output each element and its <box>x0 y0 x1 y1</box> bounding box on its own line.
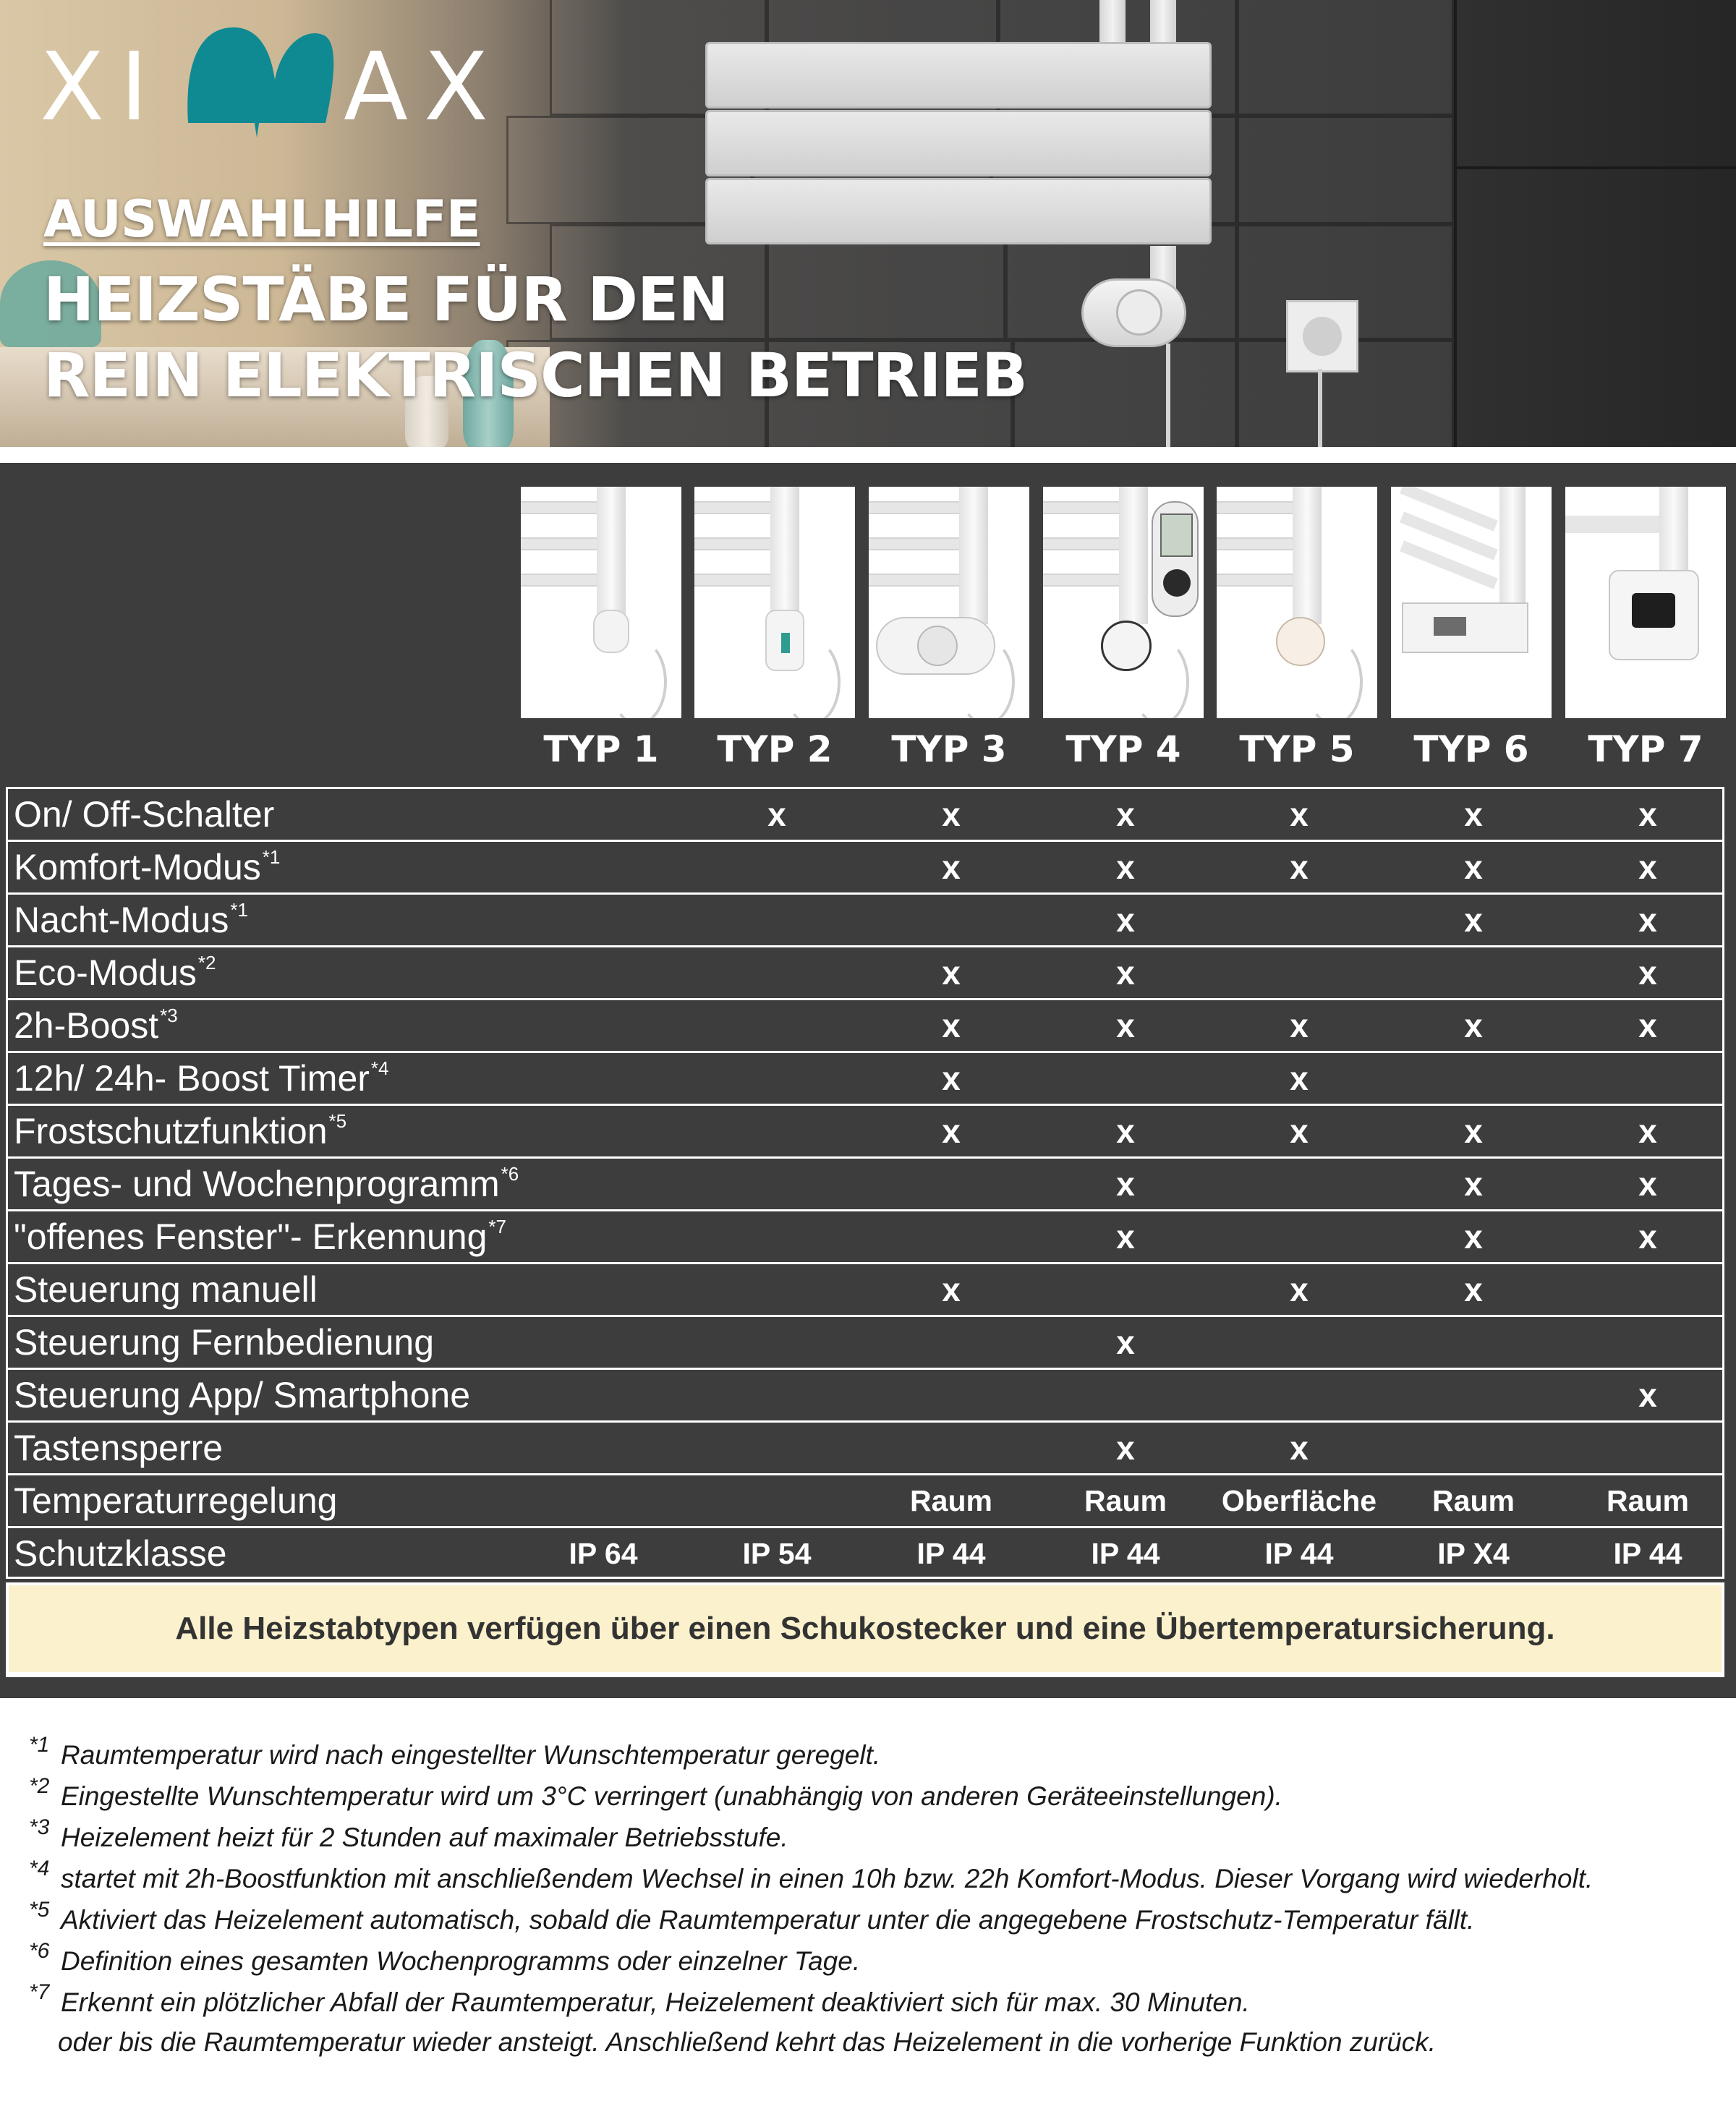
feature-check: x <box>1638 848 1657 886</box>
feature-check: x <box>1464 1218 1483 1256</box>
radiator-bar <box>705 42 1212 108</box>
type-label: TYP 4 <box>1065 728 1181 770</box>
footnote-mark: *1 <box>29 1733 50 1757</box>
table-row <box>6 998 1724 1051</box>
feature-table <box>6 787 1724 1579</box>
feature-check: x <box>1116 1165 1135 1203</box>
notice-text: Alle Heizstabtypen verfügen über einen Schukostecker und eine Übertemperatursicherung. <box>175 1611 1555 1646</box>
feature-label <box>14 789 274 840</box>
feature-label-text: Tastensperre <box>14 1428 224 1468</box>
feature-check: x <box>1638 1376 1657 1414</box>
feature-check: x <box>1464 1112 1483 1150</box>
feature-check: x <box>1116 901 1135 939</box>
table-row <box>6 1368 1724 1420</box>
feature-check: x <box>942 954 961 992</box>
svg-text:XI: XI <box>40 32 164 142</box>
notice-banner <box>6 1582 1724 1675</box>
feature-check: x <box>942 1007 961 1044</box>
product-image-typ-3 <box>869 487 1029 718</box>
footnote <box>29 1898 1722 1945</box>
radiator-bar <box>705 178 1212 244</box>
feature-check: x <box>1116 1324 1135 1361</box>
footnote-mark: *4 <box>29 1857 50 1880</box>
feature-check: x <box>942 1060 961 1097</box>
footnote-marker: *4 <box>370 1057 389 1079</box>
radiator-bar <box>705 110 1212 176</box>
table-row <box>6 892 1724 945</box>
feature-check: x <box>1290 1007 1309 1044</box>
table-row <box>6 1051 1724 1104</box>
feature-value: IP 44 <box>1264 1537 1334 1570</box>
feature-label-text: Temperaturregelung <box>14 1480 338 1521</box>
footnote-marker: *3 <box>160 1005 178 1026</box>
feature-value: IP 44 <box>1091 1537 1160 1570</box>
feature-label <box>14 1317 434 1368</box>
feature-label <box>14 842 280 892</box>
feature-label <box>14 895 248 945</box>
product-image-typ-2 <box>694 487 855 718</box>
footnote-mark: *3 <box>29 1815 50 1839</box>
table-row <box>6 1315 1724 1368</box>
hero-banner <box>0 0 1736 447</box>
feature-label-text: 12h/ 24h- Boost Timer <box>14 1058 370 1099</box>
feature-label <box>14 1264 318 1315</box>
heating-element-knob <box>1081 278 1186 347</box>
footnote-mark: *5 <box>29 1898 50 1922</box>
type-label: TYP 2 <box>717 728 833 770</box>
feature-label-text: Steuerung manuell <box>14 1269 318 1310</box>
feature-check: x <box>942 848 961 886</box>
feature-label-text: Frostschutzfunktion <box>14 1111 328 1151</box>
feature-label-text: Nacht-Modus <box>14 900 229 940</box>
footnote-marker: *5 <box>328 1110 347 1132</box>
comparison-panel <box>0 463 1736 1698</box>
feature-check: x <box>1116 848 1135 886</box>
footnote-marker: *6 <box>501 1163 519 1185</box>
footnote-marker: *1 <box>230 899 248 921</box>
footnote-text: Heizelement heizt für 2 Stunden auf maximaler Betriebsstufe. <box>61 1823 788 1852</box>
footnote <box>29 1815 1722 1862</box>
feature-check: x <box>942 1112 961 1150</box>
feature-check: x <box>1290 1271 1309 1308</box>
feature-label-text: Steuerung Fernbedienung <box>14 1322 435 1363</box>
feature-check: x <box>1116 1007 1135 1044</box>
product-image-typ-1 <box>521 487 681 718</box>
feature-check: x <box>1638 1218 1657 1256</box>
feature-value: Raum <box>1607 1484 1689 1517</box>
feature-value: IP X4 <box>1437 1537 1510 1570</box>
feature-check: x <box>1638 901 1657 939</box>
feature-label-text: "offenes Fenster"- Erkennung <box>14 1216 488 1257</box>
table-row <box>6 1104 1724 1156</box>
feature-label-text: Komfort-Modus <box>14 847 261 887</box>
feature-label <box>14 1370 470 1420</box>
divider <box>6 1675 1724 1677</box>
wall-tile <box>1237 0 1454 116</box>
feature-check: x <box>942 1271 961 1308</box>
table-row <box>6 1209 1724 1262</box>
footnote-marker: *2 <box>197 952 216 973</box>
type-label: TYP 7 <box>1588 728 1703 770</box>
svg-text:AX: AX <box>344 32 504 142</box>
feature-value: Raum <box>1084 1484 1167 1517</box>
footnote-mark: *7 <box>29 1980 50 2004</box>
ximax-logo <box>40 22 510 145</box>
product-image-typ-5 <box>1217 487 1377 718</box>
feature-value: IP 44 <box>1613 1537 1682 1570</box>
feature-check: x <box>1464 901 1483 939</box>
power-cable <box>1166 344 1170 447</box>
feature-value: Oberfläche <box>1221 1484 1377 1517</box>
feature-check: x <box>1464 1165 1483 1203</box>
footnote-text: Definition eines gesamten Wochenprogramms oder einzelner Tage. <box>61 1946 861 1976</box>
footnotes <box>29 1733 1722 2068</box>
feature-check: x <box>767 796 786 833</box>
feature-check: x <box>1464 1007 1483 1044</box>
feature-label-text: Tages- und Wochenprogramm <box>14 1164 500 1204</box>
feature-check: x <box>1116 1112 1135 1150</box>
power-cable <box>1318 369 1322 447</box>
table-row <box>6 840 1724 892</box>
feature-check: x <box>1464 848 1483 886</box>
table-row <box>6 1473 1724 1526</box>
table-row <box>6 1156 1724 1209</box>
feature-label <box>14 1475 338 1526</box>
wall-tile <box>1013 340 1237 447</box>
footnote-continuation: oder bis die Raumtemperatur wieder ansteigt. Anschließend kehrt das Heizelement in die vorherige Funktion zurück. <box>58 2027 1437 2057</box>
footnote-mark: *6 <box>29 1939 50 1963</box>
feature-value: IP 64 <box>569 1537 638 1570</box>
footnote-mark: *2 <box>29 1774 50 1798</box>
feature-value: IP 44 <box>916 1537 986 1570</box>
product-image-typ-4 <box>1043 487 1204 718</box>
feature-check: x <box>1290 1060 1309 1097</box>
feature-value: Raum <box>1432 1484 1515 1517</box>
footnote <box>29 1980 1722 2027</box>
feature-check: x <box>1290 1429 1309 1467</box>
feature-label-text: Eco-Modus <box>14 953 197 993</box>
table-row <box>6 787 1724 840</box>
feature-check: x <box>1464 796 1483 833</box>
feature-check: x <box>1638 954 1657 992</box>
feature-label <box>14 1528 227 1579</box>
type-label: TYP 6 <box>1413 728 1529 770</box>
table-row <box>6 1262 1724 1315</box>
footnote-text: Aktiviert das Heizelement automatisch, sobald die Raumtemperatur unter die angegebene Frostschutz-Temperatur fällt. <box>61 1905 1475 1935</box>
type-label: TYP 5 <box>1239 728 1355 770</box>
footnote-marker: *1 <box>262 846 281 868</box>
type-label: TYP 1 <box>543 728 659 770</box>
feature-check: x <box>1116 796 1135 833</box>
footnote <box>29 1733 1722 1780</box>
feature-check: x <box>1464 1271 1483 1308</box>
table-row <box>6 1420 1724 1473</box>
product-image-typ-6 <box>1391 487 1552 718</box>
feature-label <box>14 947 216 998</box>
feature-check: x <box>1290 796 1309 833</box>
table-row <box>6 945 1724 998</box>
feature-check: x <box>1638 1165 1657 1203</box>
footnote-text: Eingestellte Wunschtemperatur wird um 3°C verringert (unabhängig von anderen Geräteeinstellungen). <box>61 1781 1282 1811</box>
feature-label <box>14 1211 506 1262</box>
feature-check: x <box>1638 796 1657 833</box>
wall-tile <box>1237 116 1454 224</box>
footnote <box>29 1857 1722 1904</box>
footnote-marker: *7 <box>488 1216 506 1237</box>
feature-label-text: Steuerung App/ Smartphone <box>14 1375 471 1415</box>
feature-label-text: 2h-Boost <box>14 1005 159 1046</box>
footnote <box>29 1774 1722 1821</box>
footnote-text: Erkennt ein plötzlicher Abfall der Raumtemperatur, Heizelement deaktiviert sich für max. 30 Minuten. <box>61 1987 1250 2017</box>
feature-check: x <box>1116 954 1135 992</box>
type-label: TYP 3 <box>891 728 1007 770</box>
feature-check: x <box>1290 848 1309 886</box>
feature-value: Raum <box>910 1484 992 1517</box>
feature-label <box>14 1106 346 1156</box>
product-image-typ-7 <box>1565 487 1726 718</box>
footnote <box>29 1939 1722 1986</box>
feature-label <box>14 1000 178 1051</box>
hero-title-line-1: HEIZSTÄBE FÜR DEN <box>43 264 728 335</box>
power-socket <box>1286 300 1358 372</box>
hero-subtitle: AUSWAHLHILFE <box>43 189 480 249</box>
feature-label <box>14 1053 389 1104</box>
footnote-text: Raumtemperatur wird nach eingestellter Wunschtemperatur geregelt. <box>61 1740 881 1770</box>
feature-check: x <box>1638 1007 1657 1044</box>
feature-check: x <box>1290 1112 1309 1150</box>
table-row <box>6 1526 1724 1579</box>
feature-label <box>14 1423 223 1473</box>
feature-label-text: Schutzklasse <box>14 1533 227 1574</box>
remote-control <box>1152 501 1199 617</box>
feature-check: x <box>1116 1429 1135 1467</box>
feature-check: x <box>1638 1112 1657 1150</box>
feature-label <box>14 1159 519 1209</box>
feature-check: x <box>1116 1218 1135 1256</box>
feature-value: IP 54 <box>742 1537 812 1570</box>
hero-title-line-2: REIN ELEKTRISCHEN BETRIEB <box>43 340 1027 411</box>
footnote-text: startet mit 2h-Boostfunktion mit anschließendem Wechsel in einen 10h bzw. 22h Komfort-Modus. Dieser Vorgang wird wiederholt. <box>61 1864 1594 1893</box>
feature-check: x <box>942 796 961 833</box>
cabinet <box>1454 0 1736 447</box>
feature-label-text: On/ Off-Schalter <box>14 794 275 835</box>
